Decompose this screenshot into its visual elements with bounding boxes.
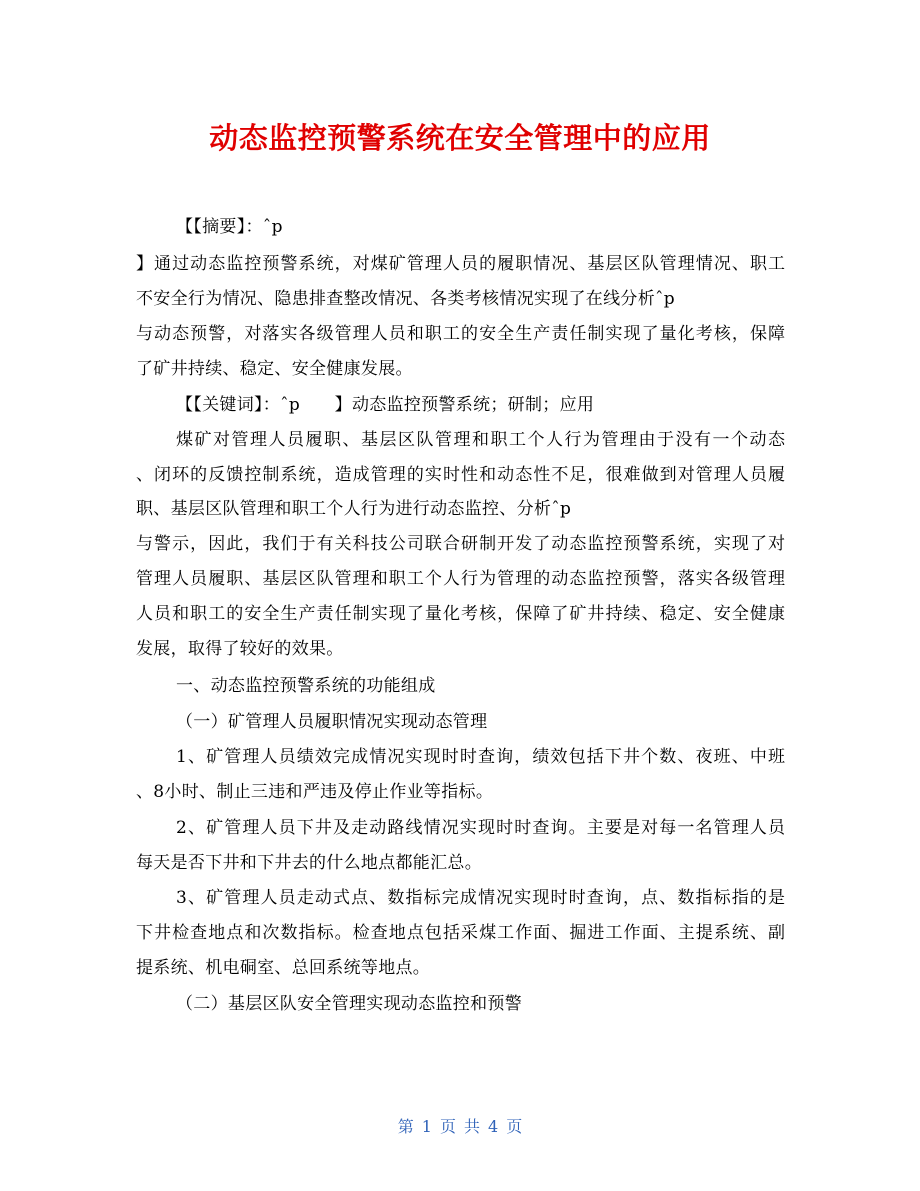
footer-total-unit: 页 bbox=[506, 1117, 523, 1136]
subsection-heading: （一）矿管理人员履职情况实现动态管理 bbox=[176, 712, 488, 732]
footer-page-label: 第 bbox=[397, 1117, 414, 1136]
body-line: 提系统、机电硐室、总回系统等地点。 bbox=[136, 958, 431, 978]
section-heading: 一、动态监控预警系统的功能组成 bbox=[176, 676, 436, 696]
body-line: 1、矿管理人员绩效完成情况实现时时查询，绩效包括下井个数、夜班、中班 bbox=[176, 747, 785, 767]
body-line: 、闭环的反馈控制系统，造成管理的实时性和动态性不足，很难做到对管理人员履 bbox=[136, 465, 785, 485]
body-line: 、8小时、制止三违和严违及停止作业等指标。 bbox=[136, 782, 494, 802]
keywords-line: 【【关键词】：ˆp 】动态监控预警系统；研制；应用 bbox=[176, 395, 595, 415]
subsection-heading: （二）基层区队安全管理实现动态监控和预警 bbox=[176, 994, 522, 1014]
body-line: 下井检查地点和次数指标。检查地点包括采煤工作面、掘进工作面、主提系统、副 bbox=[136, 923, 785, 943]
body-line: 了矿井持续、稳定、安全健康发展。 bbox=[136, 359, 413, 379]
body-line: 不安全行为情况、隐患排查整改情况、各类考核情况实现了在线分析ˆp bbox=[136, 289, 675, 309]
body-line: 煤矿对管理人员履职、基层区队管理和职工个人行为管理由于没有一个动态 bbox=[176, 430, 785, 450]
page-footer bbox=[0, 1114, 920, 1137]
body-line: 人员和职工的安全生产责任制实现了量化考核，保障了矿井持续、稳定、安全健康 bbox=[136, 604, 785, 624]
body-line: 】通过动态监控预警系统，对煤矿管理人员的履职情况、基层区队管理情况、职工 bbox=[136, 254, 785, 274]
body-line: 管理人员履职、基层区队管理和职工个人行为管理的动态监控预警，落实各级管理 bbox=[136, 569, 785, 589]
body-line: 3、矿管理人员走动式点、数指标完成情况实现时时查询，点、数指标指的是 bbox=[176, 888, 785, 908]
body-line: 职、基层区队管理和职工个人行为进行动态监控、分析ˆp bbox=[136, 499, 572, 519]
footer-total-pages: 4 bbox=[488, 1117, 499, 1136]
footer-page-unit: 页 bbox=[439, 1117, 456, 1136]
body-line: 与动态预警，对落实各级管理人员和职工的安全生产责任制实现了量化考核，保障 bbox=[136, 324, 785, 344]
abstract-heading: 【【摘要】：ˆp bbox=[176, 217, 283, 237]
body-line: 每天是否下井和下井去的什么地点都能汇总。 bbox=[136, 853, 482, 873]
page-title: 动态监控预警系统在安全管理中的应用 bbox=[209, 121, 711, 155]
body-line: 与警示，因此，我们于有关科技公司联合研制开发了动态监控预警系统，实现了对 bbox=[136, 534, 785, 554]
footer-total-label: 共 bbox=[464, 1117, 481, 1136]
footer-page-number: 1 bbox=[421, 1117, 432, 1136]
body-line: 2、矿管理人员下井及走动路线情况实现时时查询。主要是对每一名管理人员 bbox=[176, 818, 785, 838]
body-line: 发展，取得了较好的效果。 bbox=[136, 639, 344, 659]
